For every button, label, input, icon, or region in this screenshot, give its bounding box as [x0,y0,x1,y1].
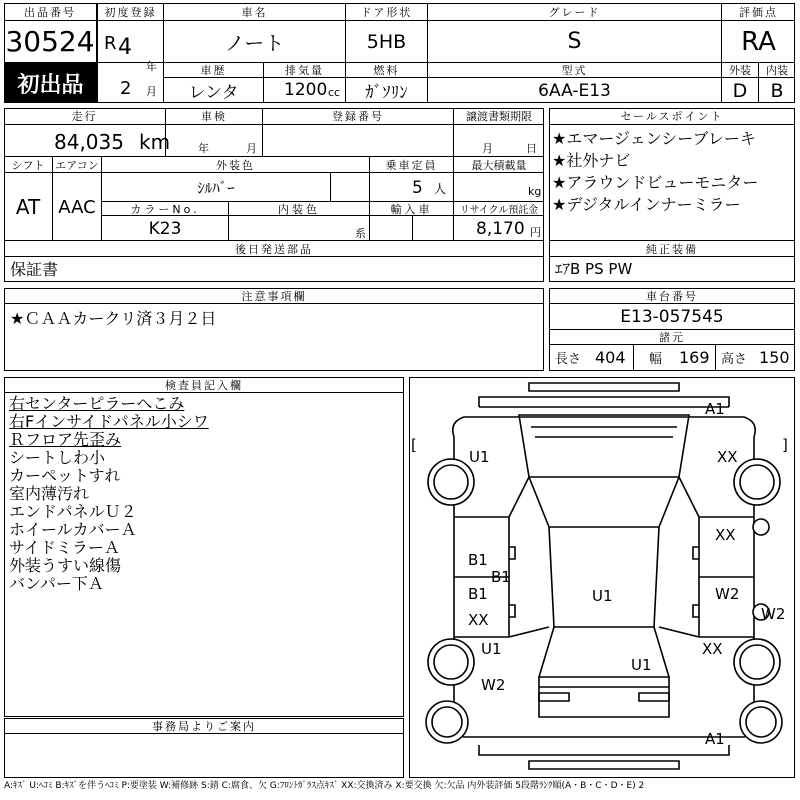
exterior-grade: D [722,78,759,103]
mark-left-front-wheel: U1 [469,448,490,466]
import-label: 輸入車 [370,202,454,216]
sales-point-item: ★アラウンドビューモニター [552,173,759,192]
inspector-notes [9,395,399,593]
transfer-day-unit: 日 [526,142,537,155]
model-label: 型式 [428,63,722,78]
mark-rear-hatch: U1 [631,656,652,674]
ac: AAC [53,173,102,241]
inspector-line: Ｒフロア先歪み [9,430,122,449]
mark-right-side: W2 [761,605,786,623]
mark-left-front-fender: B1 [468,551,488,569]
inspector-line: 外装うすい線傷 [9,556,122,575]
recycle-label: リサイクル預託金 [454,202,544,216]
later-parts-value: 保証書 [10,260,59,279]
office-label: 事務局よりご案内 [4,718,404,734]
genuine-label: 純正装備 [549,241,795,257]
score-label: 評価点 [722,3,795,21]
inspector-line: 右センターピラーへこみ [9,394,185,413]
length-label: 長さ [555,352,582,367]
dims-label: 諸元 [549,330,795,345]
height: 150 [759,348,790,367]
door-label: ドア形状 [346,3,428,21]
interior-grade: B [770,79,784,102]
interior-label: 内装 [759,63,795,78]
door-type: 5HB [346,21,428,63]
lot-no-label: 出品番号 [4,3,97,21]
lot-no: 30524 [4,21,97,63]
width-label: 幅 [649,352,663,367]
ac-label: エアコン [53,157,102,173]
sales-points-list [552,128,792,216]
inspection-month-unit: 月 [246,142,257,155]
mileage-label: 走行 [4,108,166,125]
recycle-unit: 円 [530,226,541,239]
mileage: 84,035 [54,130,124,154]
notes-label: 注意事項欄 [4,288,544,304]
sales-point-item: ★エマージェンシーブレーキ [552,129,756,148]
chassis-label: 車台番号 [549,288,795,304]
capacity-unit: 人 [434,182,447,196]
car-name: ノート [164,21,346,63]
mark-left-front-door-lower: XX [468,611,489,629]
inspector-line: ホイールカバーＡ [9,520,137,539]
mark-bracket-left: [ [411,436,417,454]
displacement-label: 排気量 [264,63,346,78]
recycle-fee: 8,170 [476,219,525,239]
first-reg-label: 初度登録 [98,3,164,21]
inspector-line: サイドミラーＡ [9,538,120,557]
transfer-month-unit: 月 [482,142,493,155]
mark-front-bumper: A1 [705,400,725,418]
inspector-line: エンドパネルＵ２ [9,502,137,521]
mark-left-pillar: B1 [491,568,511,586]
transfer-label: 譲渡書類期限 [454,108,544,125]
sales-point-item: ★デジタルインナーミラー [552,195,741,214]
mark-left-rear-quarter: W2 [481,676,506,694]
first-listing-text: 初出品 [17,72,84,98]
reg-year-unit: 年 [146,60,157,73]
mark-right-rear-wheel: XX [702,640,723,658]
inspector-line: 室内薄汚れ [9,484,90,503]
ext-color-label: 外装色 [102,157,370,173]
displacement-unit: cc [328,86,341,99]
reg-no-label: 登録番号 [263,108,454,125]
reg-month: 2 [120,78,132,99]
max-load-label: 最大積載量 [454,157,544,173]
int-color-label: 内装色 [229,202,370,216]
height-label: 高さ [721,352,748,367]
mark-right-front-wheel: XX [717,448,738,466]
model: 6AA-E13 [428,78,722,103]
reg-month-unit: 月 [146,85,157,98]
car-diagram [409,377,795,778]
shift: AT [4,173,53,241]
chassis-no: E13-057545 [549,304,795,330]
score: RA [722,21,795,63]
inspection-year-unit: 年 [198,142,209,155]
mark-right-front-door: XX [715,526,736,544]
grade: S [428,21,722,63]
mark-roof: U1 [592,587,613,605]
genuine-value: ｴｱB PS PW [555,260,633,278]
mark-left-front-door: B1 [468,585,488,603]
inspector-label: 検査員記入欄 [4,377,404,393]
mark-rear-bumper: A1 [705,730,725,748]
fuel-label: 燃料 [346,63,428,78]
notes-value: ★ＣＡＡカークリ済３月２日 [10,309,217,328]
int-color-unit: 系 [355,227,366,240]
inspector-line: 右Fインサイドパネル小シワ [9,412,209,431]
exterior-label: 外装 [722,63,759,78]
color-no: K23 [102,216,229,241]
legend: A:ｷｽﾞ U:ﾍｺﾐ B:ｷｽﾞを伴うﾍｺﾐ P:要塗装 W:補修跡 S:錆 C:腐食、欠 G:ﾌﾛﾝﾄｶﾞﾗｽ点ｷｽﾞ XX:交換済み X:要交換 欠:欠品 内外装評価 5段階ﾗﾝｸ順(A・B・C・D・E) 2 [4,781,645,791]
max-load-unit: kg [528,185,542,198]
sales-points-label: セールスポイント [549,108,795,125]
length: 404 [595,348,626,367]
fuel: ｶﾞｿﾘﾝ [346,78,428,103]
capacity: 5 [412,178,423,198]
mark-right-rear-door: W2 [715,585,740,603]
car-name-label: 車名 [164,3,346,21]
mileage-unit: km [139,130,171,154]
inspector-line: バンパー下Ａ [9,574,104,593]
ext-color: ｼﾙﾊﾞｰ [102,173,330,202]
capacity-label: 乗車定員 [370,157,454,173]
mark-bracket-right: ] [782,436,788,454]
inspector-line: カーペットすれ [9,466,121,485]
first-listing-badge [4,63,97,103]
color-no-label: カラーNo. [102,202,229,216]
displacement: 1200 [284,80,328,100]
mark-left-rear-wheel: U1 [481,640,502,658]
sales-point-item: ★社外ナビ [552,151,631,170]
inspector-line: シートしわ小 [9,448,106,467]
grade-label: グレード [428,3,722,21]
width: 169 [679,348,710,367]
inspection-label: 車検 [166,108,263,125]
reg-year: 4 [118,35,132,60]
history: レンタ [164,78,264,103]
shift-label: シフト [4,157,53,173]
reg-no [263,125,454,157]
later-parts-label: 後日発送部品 [4,241,544,257]
era: R [104,33,117,54]
history-label: 車歴 [164,63,264,78]
